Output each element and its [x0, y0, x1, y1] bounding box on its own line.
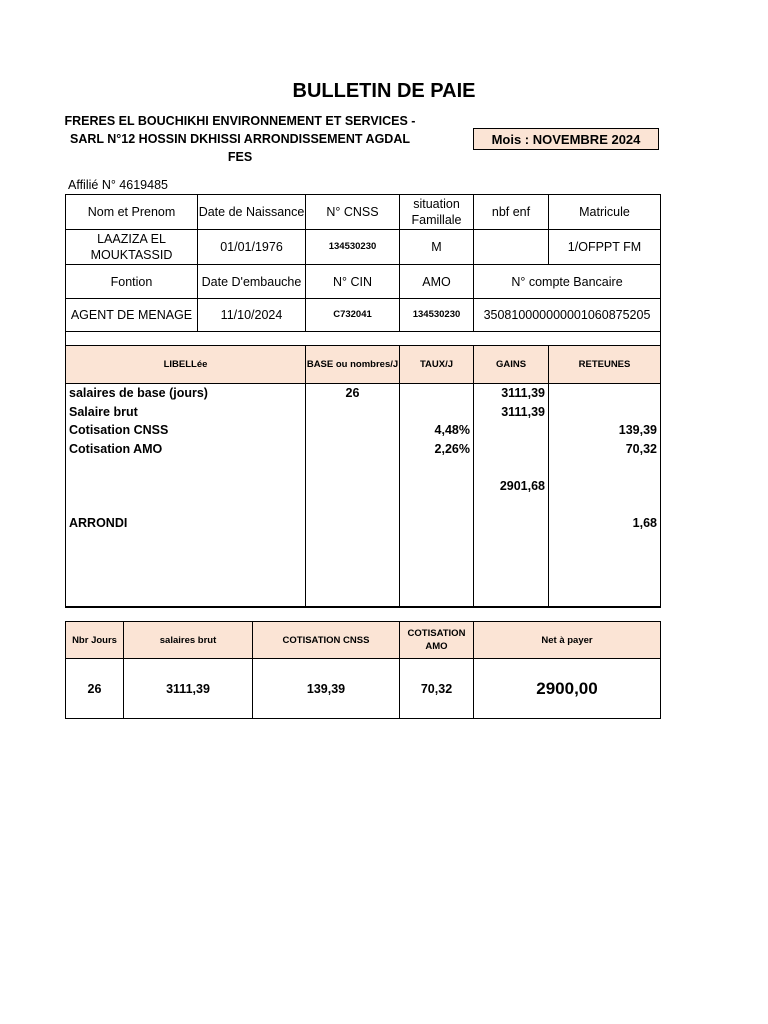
- pay-lines-table: [65, 345, 661, 608]
- line-retenues: 139,39: [618, 423, 657, 437]
- summary-header-net: Net à payer: [474, 622, 661, 659]
- value-matricule: 1/OFPPT FM: [549, 230, 661, 265]
- header-gains: GAINS: [474, 346, 549, 384]
- header-base: BASE ou nombres/J: [306, 346, 400, 384]
- line-taux: [400, 384, 470, 403]
- header-taux: TAUX/J: [400, 346, 474, 384]
- value-amo: 134530230: [400, 299, 474, 332]
- employee-info-table: [65, 194, 661, 346]
- line-libelle: [69, 477, 305, 496]
- company-address: [60, 112, 420, 166]
- header-amo: AMO: [400, 265, 474, 299]
- summary-header-jours: Nbr Jours: [66, 622, 124, 659]
- header-embauche: Date D'embauche: [198, 265, 306, 299]
- value-compte: 350810000000001060875205: [474, 299, 661, 332]
- value-embauche: 11/10/2024: [198, 299, 306, 332]
- line-libelle: [69, 495, 305, 514]
- line-libelle: [69, 458, 305, 477]
- line-libelle: Salaire brut: [69, 404, 138, 419]
- header-retenues: RETEUNES: [549, 346, 661, 384]
- net-a-payer-value: 2900,00: [474, 659, 661, 719]
- line-base: [306, 495, 399, 514]
- line-base: 26: [345, 386, 360, 400]
- info-header-row-2: [66, 265, 661, 299]
- header-compte: N° compte Bancaire: [474, 265, 661, 299]
- value-nom: LAAZIZA EL MOUKTASSID: [66, 230, 198, 265]
- header-cnss: N° CNSS: [306, 195, 400, 230]
- line-base: [306, 403, 399, 422]
- month-box: Mois : NOVEMBRE 2024: [473, 128, 659, 150]
- base-column: [306, 384, 400, 607]
- line-gains: 3111,39: [501, 404, 545, 419]
- line-taux: [400, 495, 470, 514]
- info-spacer-row: [66, 332, 661, 346]
- value-naissance: 01/01/1976: [198, 230, 306, 265]
- line-retenues: 70,32: [625, 441, 657, 456]
- line-gains: [474, 440, 545, 459]
- lines-header-row: [66, 346, 661, 384]
- info-value-row-2: [66, 299, 661, 332]
- summary-header-amo: COTISATION AMO: [400, 622, 474, 659]
- summary-value-brut: 3111,39: [124, 659, 253, 719]
- info-value-row: [66, 230, 661, 265]
- line-gains: [474, 495, 545, 514]
- line-retenues: [549, 477, 657, 496]
- summary-value-jours: 26: [66, 659, 124, 719]
- line-taux: [400, 477, 470, 496]
- summary-value-cnss: 139,39: [253, 659, 400, 719]
- company-line-3: FES: [227, 150, 253, 164]
- line-taux: 2,26%: [434, 441, 470, 456]
- line-libelle: Cotisation AMO: [69, 441, 163, 456]
- line-retenues: [549, 384, 657, 403]
- header-libelle: LIBELLée: [66, 346, 306, 384]
- line-gains: [474, 421, 545, 440]
- line-taux: 4,48%: [434, 423, 470, 437]
- company-line-2: SARL N°12 HOSSIN DKHISSI ARRONDISSEMENT AGDAL: [70, 132, 410, 146]
- line-libelle: salaires de base (jours): [69, 386, 208, 400]
- line-taux: [400, 403, 470, 422]
- line-taux: [400, 514, 470, 533]
- line-retenues: [549, 403, 657, 422]
- line-libelle: Cotisation CNSS: [69, 423, 169, 437]
- line-taux: [400, 458, 470, 477]
- summary-value-row: [66, 659, 661, 719]
- value-situation: M: [400, 230, 474, 265]
- header-situation: situation Famillale: [400, 195, 474, 230]
- value-fonction: AGENT DE MENAGE: [66, 299, 198, 332]
- header-cin: N° CIN: [306, 265, 400, 299]
- header-nbf: nbf enf: [474, 195, 549, 230]
- summary-table: [65, 621, 661, 719]
- line-gains: 3111,39: [501, 386, 545, 400]
- line-base: [306, 421, 399, 440]
- summary-value-amo: 70,32: [400, 659, 474, 719]
- header-naissance: Date de Naissance: [198, 195, 306, 230]
- taux-column: [400, 384, 474, 607]
- summary-header-brut: salaires brut: [124, 622, 253, 659]
- libelle-column: [66, 384, 306, 607]
- value-nbf: [474, 230, 549, 265]
- summary-header-cnss: COTISATION CNSS: [253, 622, 400, 659]
- value-cnss: 134530230: [306, 230, 400, 265]
- line-base: [306, 458, 399, 477]
- header-matricule: Matricule: [549, 195, 661, 230]
- line-retenues: 1,68: [632, 515, 657, 530]
- spacer-cell: [66, 332, 661, 346]
- page-title: BULLETIN DE PAIE: [292, 80, 476, 102]
- line-gains: 2901,68: [499, 478, 545, 493]
- affiliate-number: Affilié N° 4619485: [68, 178, 168, 192]
- header-fonction: Fontion: [66, 265, 198, 299]
- line-retenues: [549, 495, 657, 514]
- line-retenues: [549, 458, 657, 477]
- gains-column: [474, 384, 549, 607]
- line-gains: [474, 458, 545, 477]
- line-gains: [474, 514, 545, 533]
- line-libelle: ARRONDI: [69, 515, 128, 530]
- line-base: [306, 477, 399, 496]
- line-base: [306, 440, 399, 459]
- header-nom: Nom et Prenom: [66, 195, 198, 230]
- retenues-column: [549, 384, 661, 607]
- summary-header-row: [66, 622, 661, 659]
- value-cin: C732041: [306, 299, 400, 332]
- info-header-row: [66, 195, 661, 230]
- company-line-1: FRERES EL BOUCHIKHI ENVIRONNEMENT ET SERVICES -: [64, 114, 416, 128]
- line-base: [306, 514, 399, 533]
- lines-body-row: [66, 384, 661, 607]
